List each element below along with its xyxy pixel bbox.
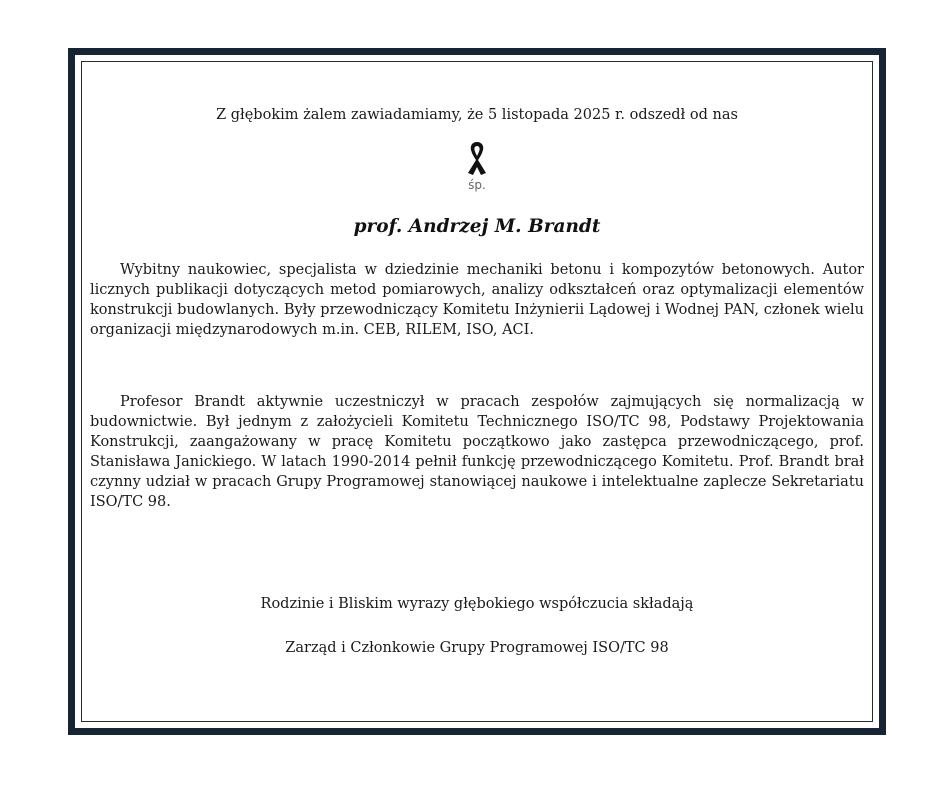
honorific: śp. — [468, 178, 486, 192]
signature-line: Zarząd i Członkowie Grupy Programowej ISO/TC 98 — [285, 640, 669, 656]
deceased-name: prof. Andrzej M. Brandt — [353, 216, 601, 237]
obituary-frame — [68, 48, 886, 735]
obituary-inner-border — [81, 61, 873, 722]
obituary-content — [90, 62, 864, 721]
standardization-paragraph: Profesor Brandt aktywnie uczestniczył w pracach zespołów zajmujących się normalizacją w budownictwie. Był jednym z założycieli Komitetu Technicznego ISO/TC 98, Podstawy Projektowania Konstrukcji, zaangażowany w pracę Komitetu początkowo jako zastępca przewodniczącego, prof. Stanisława Janickiego. W latach 1990-2014 pełnił funkcję przewodniczącego Komitetu. Prof. Brandt brał czynny udział w pracach Grupy Programowej stanowiącej naukowe i intelektualne zaplecze Sekretariatu ISO/TC 98. — [90, 394, 864, 510]
intro-line: Z głębokim żalem zawiadamiamy, że 5 listopada 2025 r. odszedł od nas — [216, 107, 738, 123]
condolence-line: Rodzinie i Bliskim wyrazy głębokiego współczucia składają — [260, 596, 694, 612]
mourning-ribbon-icon — [463, 138, 491, 178]
biography-paragraph: Wybitny naukowiec, specjalista w dziedzinie mechaniki betonu i kompozytów betonowych. Autor licznych publikacji dotyczących metod pomiarowych, analizy odkształceń oraz optymalizacji elementów konstrukcji budowlanych. Były przewodniczący Komitetu Inżynierii Lądowej i Wodnej PAN, członek wielu organizacji międzynarodowych m.in. CEB, RILEM, ISO, ACI. — [90, 262, 864, 338]
